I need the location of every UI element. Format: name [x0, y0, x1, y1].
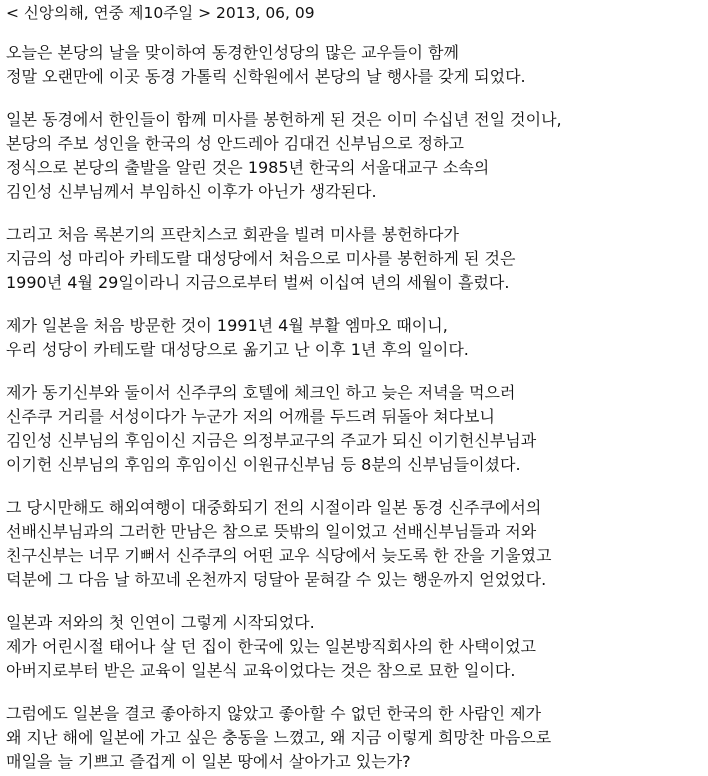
text-line: 그럼에도 일본을 결코 좋아하지 않았고 좋아할 수 없던 한국의 한 사람인 제가 — [6, 704, 542, 723]
paragraph — [6, 108, 708, 204]
paragraph — [6, 496, 708, 592]
text-line: 제가 동기신부와 둘이서 신주쿠의 호텔에 체크인 하고 늦은 저녁을 먹으러 — [6, 383, 516, 402]
paragraph — [6, 314, 708, 362]
text-line: 그 당시만해도 해외여행이 대중화되기 전의 시절이라 일본 동경 신주쿠에서의 — [6, 498, 542, 517]
text-line: 일본과 저와의 첫 인연이 그렇게 시작되었다. — [6, 613, 315, 632]
paragraph — [6, 223, 708, 295]
text-line: 덕분에 그 다음 날 하꼬네 온천까지 덩달아 묻혀갈 수 있는 행운까지 얻었었다. — [6, 570, 547, 589]
text-line: 이기헌 신부님의 후임의 후임이신 이원규신부님 등 8분의 신부님들이셨다. — [6, 455, 521, 474]
document-header: < 신앙의해, 연중 제10주일 > 2013, 06, 09 — [6, 4, 315, 22]
text-line: 김인성 신부님의 후임이신 지금은 의정부교구의 주교가 되신 이기헌신부님과 — [6, 431, 537, 450]
text-line: 오늘은 본당의 날을 맞이하여 동경한인성당의 많은 교우들이 함께 — [6, 43, 459, 62]
text-line: 김인성 신부님께서 부임하신 이후가 아닌가 생각된다. — [6, 182, 377, 201]
paragraph — [6, 41, 708, 89]
text-line: 왜 지난 해에 일본에 가고 싶은 충동을 느꼈고, 왜 지금 이렇게 희망찬 마음으로 — [6, 728, 552, 747]
text-line: 선배신부님과의 그러한 만남은 참으로 뜻밖의 일이었고 선배신부님들과 저와 — [6, 522, 537, 541]
text-line: 신주쿠 거리를 서성이다가 누군가 저의 어깨를 두드려 뒤돌아 쳐다보니 — [6, 407, 495, 426]
text-line: 그리고 처음 록본기의 프란치스코 회관을 빌려 미사를 봉헌하다가 — [6, 225, 459, 244]
text-line: 정말 오랜만에 이곳 동경 가톨릭 신학원에서 본당의 날 행사를 갖게 되었다. — [6, 67, 526, 86]
text-line: 본당의 주보 성인을 한국의 성 안드레아 김대건 신부님으로 정하고 — [6, 134, 465, 153]
text-line: 1990년 4월 29일이라니 지금으로부터 벌써 이십여 년의 세월이 흘렀다. — [6, 273, 510, 292]
text-line: 친구신부는 너무 기뻐서 신주쿠의 어떤 교우 식당에서 늦도록 한 잔을 기울였고 — [6, 546, 552, 565]
paragraph — [6, 702, 708, 774]
text-line: 제가 일본을 처음 방문한 것이 1991년 4월 부활 엠마오 때이니, — [6, 316, 448, 335]
paragraph — [6, 611, 708, 683]
text-line: 지금의 성 마리아 카테도랄 대성당에서 처음으로 미사를 봉헌하게 된 것은 — [6, 249, 516, 268]
text-line: 정식으로 본당의 출발을 알린 것은 1985년 한국의 서울대교구 소속의 — [6, 158, 490, 177]
text-line: 아버지로부터 받은 교육이 일본식 교육이었다는 것은 참으로 묘한 일이다. — [6, 661, 516, 680]
text-line: 매일을 늘 기쁘고 즐겁게 이 일본 땅에서 살아가고 있는가? — [6, 752, 411, 771]
text-line: 우리 성당이 카테도랄 대성당으로 옮기고 난 이후 1년 후의 일이다. — [6, 340, 469, 359]
paragraph — [6, 381, 708, 477]
text-line: 일본 동경에서 한인들이 함께 미사를 봉헌하게 된 것은 이미 수십년 전일 것이나, — [6, 110, 562, 129]
text-line: 제가 어린시절 태어나 살 던 집이 한국에 있는 일본방직회사의 한 사택이었고 — [6, 637, 536, 656]
